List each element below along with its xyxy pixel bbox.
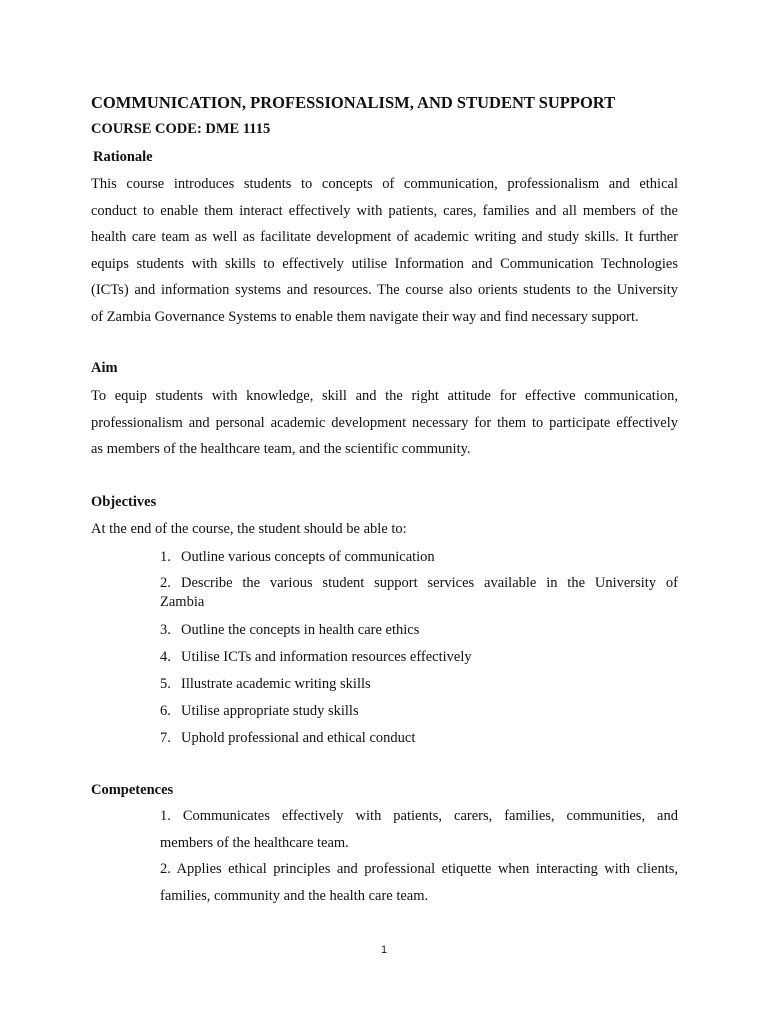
objective-text: Uphold professional and ethical conduct [181,730,416,746]
objective-item [160,702,678,721]
objective-item [160,548,678,567]
rationale-line: health care team as well as facilitate development of academic writing and study skills. It further [91,229,678,245]
aim-heading: Aim [91,360,118,376]
rationale-line: conduct to enable them interact effectively with patients, cares, families and all members of the [91,202,678,219]
objective-text-cont: Zambia [160,594,205,610]
objective-number: 5. [160,676,171,692]
rationale-line: of Zambia Governance Systems to enable them navigate their way and find necessary support. [91,308,639,325]
objective-text: Outline various concepts of communication [181,549,435,565]
objective-text: Outline the concepts in health care ethics [181,622,420,638]
rationale-line: (ICTs) and information systems and resources. The course also orients students to the University [91,282,678,298]
competence-item [160,803,678,856]
objective-text: Illustrate academic writing skills [181,676,371,692]
aim-line: professionalism and personal academic development necessary for them to participate effectively [91,414,678,431]
rationale-heading: Rationale [93,149,153,165]
objective-item [160,621,678,640]
objective-item [160,675,678,694]
competence-text: 1. Communicates effectively with patients, carers, families, communities, and [160,808,678,824]
objective-number: 7. [160,730,171,746]
competence-item [160,856,678,909]
objective-number: 1. [160,549,171,565]
objective-text: Describe the various student support services available in the University of [181,575,678,591]
rationale-paragraph [91,171,678,330]
course-code: COURSE CODE: DME 1115 [91,121,271,137]
objective-item [160,729,678,748]
objective-number: 3. [160,622,171,638]
page-number: 1 [380,944,388,956]
objective-text: Utilise ICTs and information resources effectively [181,649,472,665]
rationale-line: This course introduces students to concepts of communication, professionalism and ethical [91,176,678,192]
objective-number: 6. [160,703,171,719]
objective-number: 4. [160,649,171,665]
objectives-intro: At the end of the course, the student should be able to: [91,521,407,537]
competence-text-cont: members of the healthcare team. [160,834,349,851]
competence-text: 2. Applies ethical principles and professional etiquette when interacting with clients, [160,861,678,877]
objective-item [160,648,678,667]
competences-heading: Competences [91,782,174,798]
aim-line: as members of the healthcare team, and the scientific community. [91,441,471,457]
aim-line: To equip students with knowledge, skill and the right attitude for effective communication, [91,388,678,404]
objective-text: Utilise appropriate study skills [181,703,359,719]
objective-item [160,574,678,612]
competence-text-cont: families, community and the health care team. [160,887,429,904]
rationale-line: equips students with skills to effectively utilise Information and Communication Technologies [91,255,678,272]
objective-number: 2. [160,575,171,591]
objectives-heading: Objectives [91,494,157,510]
aim-paragraph [91,383,678,463]
page-title: COMMUNICATION, PROFESSIONALISM, AND STUDENT SUPPORT [91,93,616,112]
